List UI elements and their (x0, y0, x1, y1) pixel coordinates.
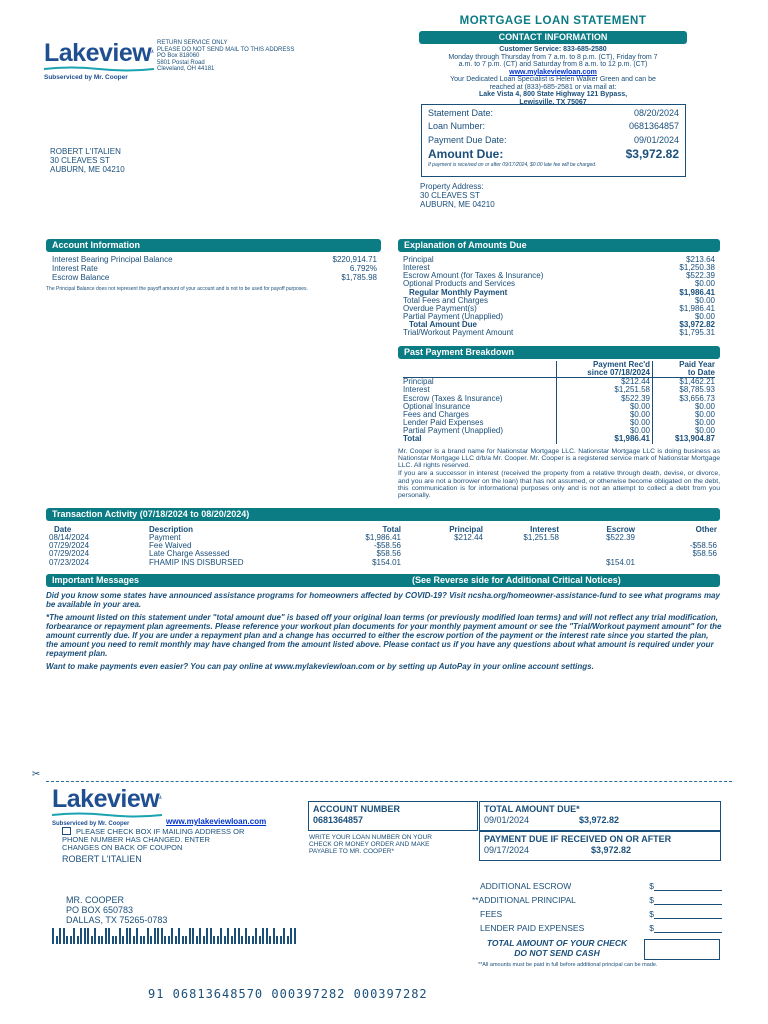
barcode-bar (273, 928, 275, 944)
barcode-bar (252, 936, 254, 944)
transaction-cell: $58.56 (376, 549, 401, 559)
dollar-sign: $ (649, 923, 654, 934)
mail-to-address (66, 896, 167, 926)
explanation-row (403, 329, 715, 337)
past-payment-row (403, 427, 715, 435)
barcode-bar (115, 936, 117, 944)
explanation-value: $0.00 (694, 312, 715, 322)
barcode-bar (189, 928, 191, 944)
barcode-bar (66, 936, 68, 944)
transaction-header: Other (695, 525, 717, 534)
coupon-name: ROBERT L'ITALIEN (62, 854, 142, 864)
transaction-cell: FHAMIP INS DISBURSED (149, 557, 244, 567)
transaction-header: Date (54, 525, 72, 534)
mail-line: MR. COOPER (66, 895, 125, 905)
explanation-label: Overdue Payment(s) (403, 303, 477, 313)
transaction-header: Description (149, 525, 194, 534)
barcode-bar (147, 928, 149, 944)
transaction-row (49, 559, 717, 567)
barcode-bar (241, 936, 243, 944)
account-number-value: 0681364857 (313, 815, 364, 826)
barcode-bar (290, 928, 292, 944)
transaction-cell: Payment (149, 533, 181, 543)
transaction-cell (483, 559, 559, 567)
barcode-bar (63, 928, 65, 944)
barcode-bar (266, 928, 268, 944)
barcode-bar (238, 928, 240, 944)
acct-value: 6.792% (349, 263, 377, 273)
barcode-bar (234, 928, 236, 944)
explanation-value: $213.64 (686, 255, 715, 264)
late-fee-note: If payment is received on or after 09/17/2024, $0.00 late fee will be charged. (428, 161, 597, 168)
customer-service: Customer Service: 833-685-2580 (499, 46, 607, 53)
barcode-bar (140, 936, 142, 944)
dollar-sign: $ (649, 909, 654, 920)
property-label: Property Address: (420, 182, 484, 191)
past-ytd-value: $0.00 (694, 409, 715, 419)
contact-info (419, 46, 687, 106)
transaction-table (49, 526, 717, 567)
barcode-bar (199, 928, 201, 944)
contact-info-bar: CONTACT INFORMATION (419, 31, 687, 44)
past-payment-row (403, 435, 715, 443)
logo-subtitle: Subserviced by Mr. Cooper (44, 74, 128, 81)
specialist-address: Lewisville, TX 75067 (519, 98, 587, 106)
past-ytd-value: $0.00 (694, 426, 715, 436)
dollar-sign: $ (649, 895, 654, 906)
barcode-bar (56, 936, 58, 944)
checkbox-line: PLEASE CHECK BOX IF MAILING ADDRESS OR (76, 827, 245, 836)
statement-title: MORTGAGE LOAN STATEMENT (459, 15, 647, 27)
transaction-cell (401, 542, 483, 550)
transaction-cell: $154.01 (606, 557, 635, 567)
late-payment-amount: $3,972.82 (591, 845, 632, 856)
barcode-bar (276, 936, 278, 944)
past-ytd-value: $0.00 (694, 418, 715, 428)
transaction-cell: $1,251.58 (523, 533, 559, 543)
property-address (420, 183, 495, 210)
acct-label: Escrow Balance (52, 272, 110, 282)
messages-title: Important Messages (52, 575, 140, 585)
barcode-bar (203, 936, 205, 944)
barcode-bar (112, 936, 114, 944)
return-line: RETURN SERVICE ONLY (157, 40, 228, 46)
logo-wordmark: Lakeview (52, 784, 160, 813)
acct-label: Interest Bearing Principal Balance (52, 255, 173, 264)
late-payment-label: PAYMENT DUE IF RECEIVED ON OR AFTER (484, 834, 672, 844)
explanation-label: Escrow Amount (for Taxes & Insurance) (403, 271, 544, 281)
disclaimer-para: If you are a successor in interest (received the property from a relative through death, devise, or divorce, and you are not a borrower on the loan) that has not assumed, or otherwise become obligated on the debt, this communication is for informational purposes only and is not an attempt to collect a debt from you personally. (398, 470, 720, 499)
barcode-bar (280, 936, 282, 944)
loan-number: 0681364857 (628, 121, 679, 132)
past-label: Optional Insurance (403, 403, 557, 411)
barcode-bar (262, 928, 264, 944)
transaction-cell: -$58.56 (689, 541, 717, 551)
barcode-bar (52, 928, 54, 944)
return-line: PLEASE DO NOT SEND MAIL TO THIS ADDRESS (157, 46, 295, 53)
transaction-header: Principal (449, 525, 483, 534)
lender-paid-label: LENDER PAID EXPENSES (480, 923, 585, 933)
transaction-cell: $1,986.41 (365, 533, 401, 543)
fees-label: FEES (480, 909, 503, 919)
past-since-value: $522.39 (557, 395, 653, 403)
mail-line: DALLAS, TX 75265-0783 (66, 914, 168, 925)
mail-line: PO BOX 650783 (66, 904, 134, 915)
explanation-label: Total Fees and Charges (403, 295, 488, 305)
late-payment-date: 09/17/2024 (484, 845, 530, 856)
barcode-bar (168, 936, 170, 944)
total-due-box (479, 801, 721, 831)
recipient-address (50, 148, 125, 175)
barcode-bar (171, 928, 173, 944)
transaction-cell (483, 550, 559, 558)
explanation-value: $0.00 (694, 279, 715, 289)
transaction-cell: $58.56 (692, 549, 717, 559)
amount-due: $3,972.82 (625, 147, 679, 162)
explanation-value: $1,986.41 (679, 303, 715, 313)
transaction-cell (483, 542, 559, 550)
barcode-bar (206, 928, 208, 944)
barcode-bar (178, 928, 180, 944)
total-due-amount: $3,972.82 (579, 815, 620, 826)
acct-note-line: CHECK OR MONEY ORDER AND MAKE (309, 841, 430, 849)
statement-date-label: Statement Date: (428, 108, 494, 118)
transaction-cell: Fee Waived (149, 541, 192, 551)
due-date-label: Payment Due Date: (428, 134, 507, 145)
barcode-bar (224, 936, 226, 944)
amount-due-label: Amount Due: (428, 147, 504, 162)
barcode-bar (269, 936, 271, 944)
barcode-bar (129, 928, 131, 944)
logo-subtitle: Subserviced by Mr. Cooper (52, 821, 130, 827)
past-payment-row (403, 378, 715, 386)
acct-value: $220,914.71 (332, 255, 377, 264)
past-since-value: $0.00 (557, 403, 653, 411)
barcode-bar (94, 928, 96, 944)
coupon-logo (52, 782, 162, 827)
past-ytd-value: $1,462.21 (679, 377, 715, 387)
explanation-label: Interest (403, 263, 430, 273)
past-label: Escrow (Taxes & Insurance) (403, 395, 557, 403)
barcode-bar (213, 936, 215, 944)
barcode-bar (136, 928, 138, 944)
acct-value: $1,785.98 (341, 272, 377, 282)
barcode-bar (105, 928, 107, 944)
explanation-value: $1,795.31 (679, 328, 715, 338)
check-total-field[interactable] (644, 939, 720, 960)
explanation-label: Optional Products and Services (403, 279, 516, 289)
check-total-line: TOTAL AMOUNT OF YOUR CHECK (486, 938, 628, 948)
past-col1-header: Payment Rec'd (592, 360, 650, 369)
acct-note-line: WRITE YOUR LOAN NUMBER ON YOUR (309, 834, 432, 841)
past-col2-sub: to Date (687, 368, 715, 378)
return-line: Cleveland, OH 44181 (157, 66, 215, 73)
lakeview-logo (44, 36, 154, 82)
lender-paid-field[interactable] (654, 924, 722, 933)
late-payment-box (479, 831, 721, 861)
past-label: Total (403, 435, 557, 443)
transaction-cell (401, 559, 483, 567)
transaction-header: Total (382, 525, 401, 534)
disclaimer-para: Mr. Cooper is a brand name for Nationstar Mortgage LLC. Nationstar Mortgage LLC is doing business as Nationstar Mortgage LLC d/b/a Mr. Cooper. Mr. Cooper is a registered service mark of Nationstar Mortgage LLC. All rights reserved. (398, 448, 720, 470)
barcode-bar (154, 928, 156, 944)
transaction-bar: Transaction Activity (07/18/2024 to 08/20/2024) (46, 508, 720, 521)
past-ytd-value: $0.00 (694, 401, 715, 411)
address-change-text (62, 828, 244, 852)
barcode-bar (227, 928, 229, 944)
explanation-label: Total Amount Due (409, 320, 477, 330)
account-number-label: ACCOUNT NUMBER (313, 804, 400, 814)
additional-escrow-label: ADDITIONAL ESCROW (480, 881, 572, 891)
transaction-cell: $154.01 (372, 557, 401, 567)
contact-hours: a.m. to 7 p.m. (CT) and Saturday from 8 a.m. to 12 p.m. (CT) (458, 61, 648, 69)
past-since-value: $1,986.41 (557, 435, 653, 443)
barcode-bar (217, 936, 219, 944)
past-ytd-value: $8,785.93 (679, 385, 715, 395)
past-payment-table (403, 361, 715, 444)
statement-date: 08/20/2024 (633, 108, 679, 118)
barcode-bar (164, 936, 166, 944)
barcode-bar (91, 936, 93, 944)
past-label: Partial Payment (Unapplied) (403, 427, 557, 435)
checkbox-line: CHANGES ON BACK OF COUPON (62, 843, 183, 853)
explanation-value: $3,972.82 (679, 320, 715, 330)
summary-box (421, 104, 686, 177)
wave-icon (44, 66, 154, 72)
logo-wordmark: Lakeview (44, 38, 152, 67)
recipient-line: 30 CLEAVES ST (50, 155, 110, 165)
total-due-date: 09/01/2024 (484, 815, 530, 826)
due-date: 09/01/2024 (633, 134, 679, 145)
website-link[interactable]: www.mylakeviewloan.com (509, 68, 597, 76)
explanation-table (403, 256, 715, 338)
specialist-address: Lake Vista 4, 800 State Highway 121 Bypass, (478, 91, 628, 99)
transaction-header: Interest (530, 525, 559, 534)
barcode-bar (122, 936, 124, 944)
barcode-bar (59, 928, 61, 944)
account-number-box (308, 801, 478, 831)
barcode-bar (73, 928, 75, 944)
micr-line: 91 06813648570 000397282 000397282 (148, 987, 428, 1001)
barcode-bar (98, 936, 100, 944)
additional-principal-field[interactable] (654, 896, 722, 905)
explanation-label: Principal (403, 255, 434, 264)
scissors-icon: ✂ (32, 769, 41, 780)
transaction-header: Escrow (606, 525, 635, 534)
transaction-cell: 07/29/2024 (49, 549, 90, 559)
account-info-table (52, 256, 377, 282)
explanation-label: Trial/Workout Payment Amount (403, 328, 514, 338)
acct-label: Interest Rate (52, 263, 98, 273)
barcode-bar (143, 936, 145, 944)
transaction-cell (559, 542, 635, 550)
transaction-cell: 07/29/2024 (49, 541, 90, 551)
past-label: Lender Paid Expenses (403, 419, 557, 427)
wave-icon (52, 812, 162, 818)
past-col2-header: Paid Year (679, 360, 715, 369)
transaction-cell: 07/23/2024 (49, 557, 90, 567)
past-payment-bar: Past Payment Breakdown (398, 346, 720, 359)
barcode-bar (255, 928, 257, 944)
barcode-bar (220, 928, 222, 944)
barcode-bar (210, 928, 212, 944)
dollar-sign: $ (649, 881, 654, 892)
checkbox-line: PHONE NUMBER HAS CHANGED. ENTER (62, 835, 210, 845)
property-line: 30 CLEAVES ST (420, 190, 480, 200)
past-label: Interest (403, 386, 557, 394)
past-since-value: $0.00 (557, 419, 653, 427)
past-col1-sub: since 07/18/2024 (587, 368, 650, 378)
transaction-cell: $522.39 (606, 533, 635, 543)
additional-amounts (470, 882, 722, 938)
messages-reverse-note: (See Reverse side for Additional Critical Notices) (412, 575, 621, 585)
barcode-bar (175, 936, 177, 944)
barcode-bar (150, 936, 152, 944)
barcode-bar (287, 936, 289, 944)
message-autopay: Want to make payments even easier? You can pay online at www.mylakeviewloan.com or by setting up AutoPay in your online account settings. (46, 661, 594, 671)
transaction-cell: -$58.56 (373, 541, 401, 551)
acct-note-line: PAYABLE TO MR. COOPER* (309, 848, 395, 856)
barcode-bar (84, 928, 86, 944)
transaction-cell: $212.44 (454, 533, 483, 543)
loan-specialist: reached at (833)-685-2581 or via mail at: (489, 83, 617, 91)
barcode-bar (133, 936, 135, 944)
additional-principal-label: **ADDITIONAL PRINCIPAL (472, 895, 576, 905)
check-total-line: DO NOT SEND CASH (514, 948, 600, 959)
past-since-value: $0.00 (557, 411, 653, 419)
loan-number-label: Loan Number: (428, 121, 486, 132)
barcode-bar (231, 936, 233, 944)
additional-escrow-field[interactable] (654, 882, 722, 891)
barcode-bar (196, 936, 198, 944)
explanation-row (403, 256, 715, 264)
barcode-bar (182, 936, 184, 944)
transaction-cell (401, 550, 483, 558)
barcode-bar (192, 928, 194, 944)
barcode-bar (126, 928, 128, 944)
barcode-bar (77, 936, 79, 944)
barcode-bar (259, 936, 261, 944)
property-line: AUBURN, ME 04210 (420, 199, 495, 209)
explanation-value: $0.00 (694, 295, 715, 305)
recipient-line: ROBERT L'ITALIEN (50, 147, 121, 156)
principal-footnote: **All amounts must be paid in full before additional principal can be made. (478, 962, 658, 968)
barcode-bar (87, 928, 89, 944)
account-number-note (309, 834, 432, 855)
past-ytd-value: $13,904.87 (674, 434, 715, 444)
barcode-bar (283, 928, 285, 944)
barcode-bar (119, 928, 121, 944)
transaction-cell: Late Charge Assessed (149, 549, 230, 559)
return-line: 5801 Postal Road (157, 59, 205, 66)
account-info-bar: Account Information (46, 239, 381, 252)
return-line: PO Box 818060 (157, 53, 200, 60)
contact-hours: Monday through Thursday from 7 a.m. to 8 p.m. (CT), Friday from 7 (448, 53, 658, 61)
barcode-bar (70, 936, 72, 944)
disclaimer (398, 448, 720, 499)
transaction-cell: 08/14/2024 (49, 533, 90, 543)
explanation-value: $1,986.41 (679, 287, 715, 297)
past-since-value: $0.00 (557, 427, 653, 435)
explanation-label: Regular Monthly Payment (409, 287, 508, 297)
loan-specialist: Your Dedicated Loan Specialist is Helen Walker Green and can be (450, 76, 656, 84)
total-due-label: TOTAL AMOUNT DUE* (484, 804, 580, 814)
important-messages (46, 592, 722, 672)
return-address (157, 40, 294, 73)
transaction-cell (635, 559, 717, 567)
recipient-line: AUBURN, ME 04210 (50, 164, 125, 174)
barcode-bar (108, 928, 110, 944)
explanation-value: $522.39 (686, 271, 715, 281)
sail-icon (159, 782, 162, 812)
past-ytd-value: $3,656.73 (679, 393, 715, 403)
past-label: Fees and Charges (403, 411, 557, 419)
past-since-value: $1,251.58 (557, 386, 653, 394)
explanation-bar: Explanation of Amounts Due (398, 239, 720, 252)
barcode-bar (101, 936, 103, 944)
check-total-label (472, 938, 642, 958)
principal-note: The Principal Balance does not represent the payoff amount of your account and is not to be used for payoff purposes. (46, 286, 308, 292)
coupon-website-link[interactable]: www.mylakeviewloan.com (166, 817, 267, 826)
barcode-bar (185, 936, 187, 944)
past-since-value: $212.44 (557, 378, 653, 386)
explanation-value: $1,250.38 (679, 263, 715, 273)
barcode-bar (294, 928, 296, 944)
message-amount-due: *The amount listed on this statement under "total amount due" is based off your original loan terms (or previously modified loan terms) and will not reflect any trial modification, forbearance or repayment plan agreements. Please reference your workout plan documents for your monthly payment amount or see the "Trial/Workout payment amount" for the amount currently due. If you are under a repayment plan and a change has occurred to either the escrow portion of the payment or the interest rate since you started the plan, the amount you need to remit monthly may have changed from the amount listed above. Please contact us if you have any questions about what amount is required under your repayment plan. (46, 612, 722, 658)
postal-barcode (52, 928, 297, 944)
barcode-bar (161, 928, 163, 944)
message-covid: Did you know some states have announced assistance programs for homeowners affected by COVID-19? Visit ncsha.org/homeowner-assistance-fund to see what programs may be available in your area. (46, 591, 720, 609)
messages-bar (46, 574, 720, 587)
barcode-bar (245, 928, 247, 944)
past-label: Principal (403, 378, 557, 386)
fees-field[interactable] (654, 910, 722, 919)
explanation-label: Partial Payment (Unapplied) (403, 312, 504, 322)
sail-icon (151, 36, 154, 66)
barcode-bar (157, 928, 159, 944)
barcode-bar (248, 936, 250, 944)
barcode-bar (80, 928, 82, 944)
